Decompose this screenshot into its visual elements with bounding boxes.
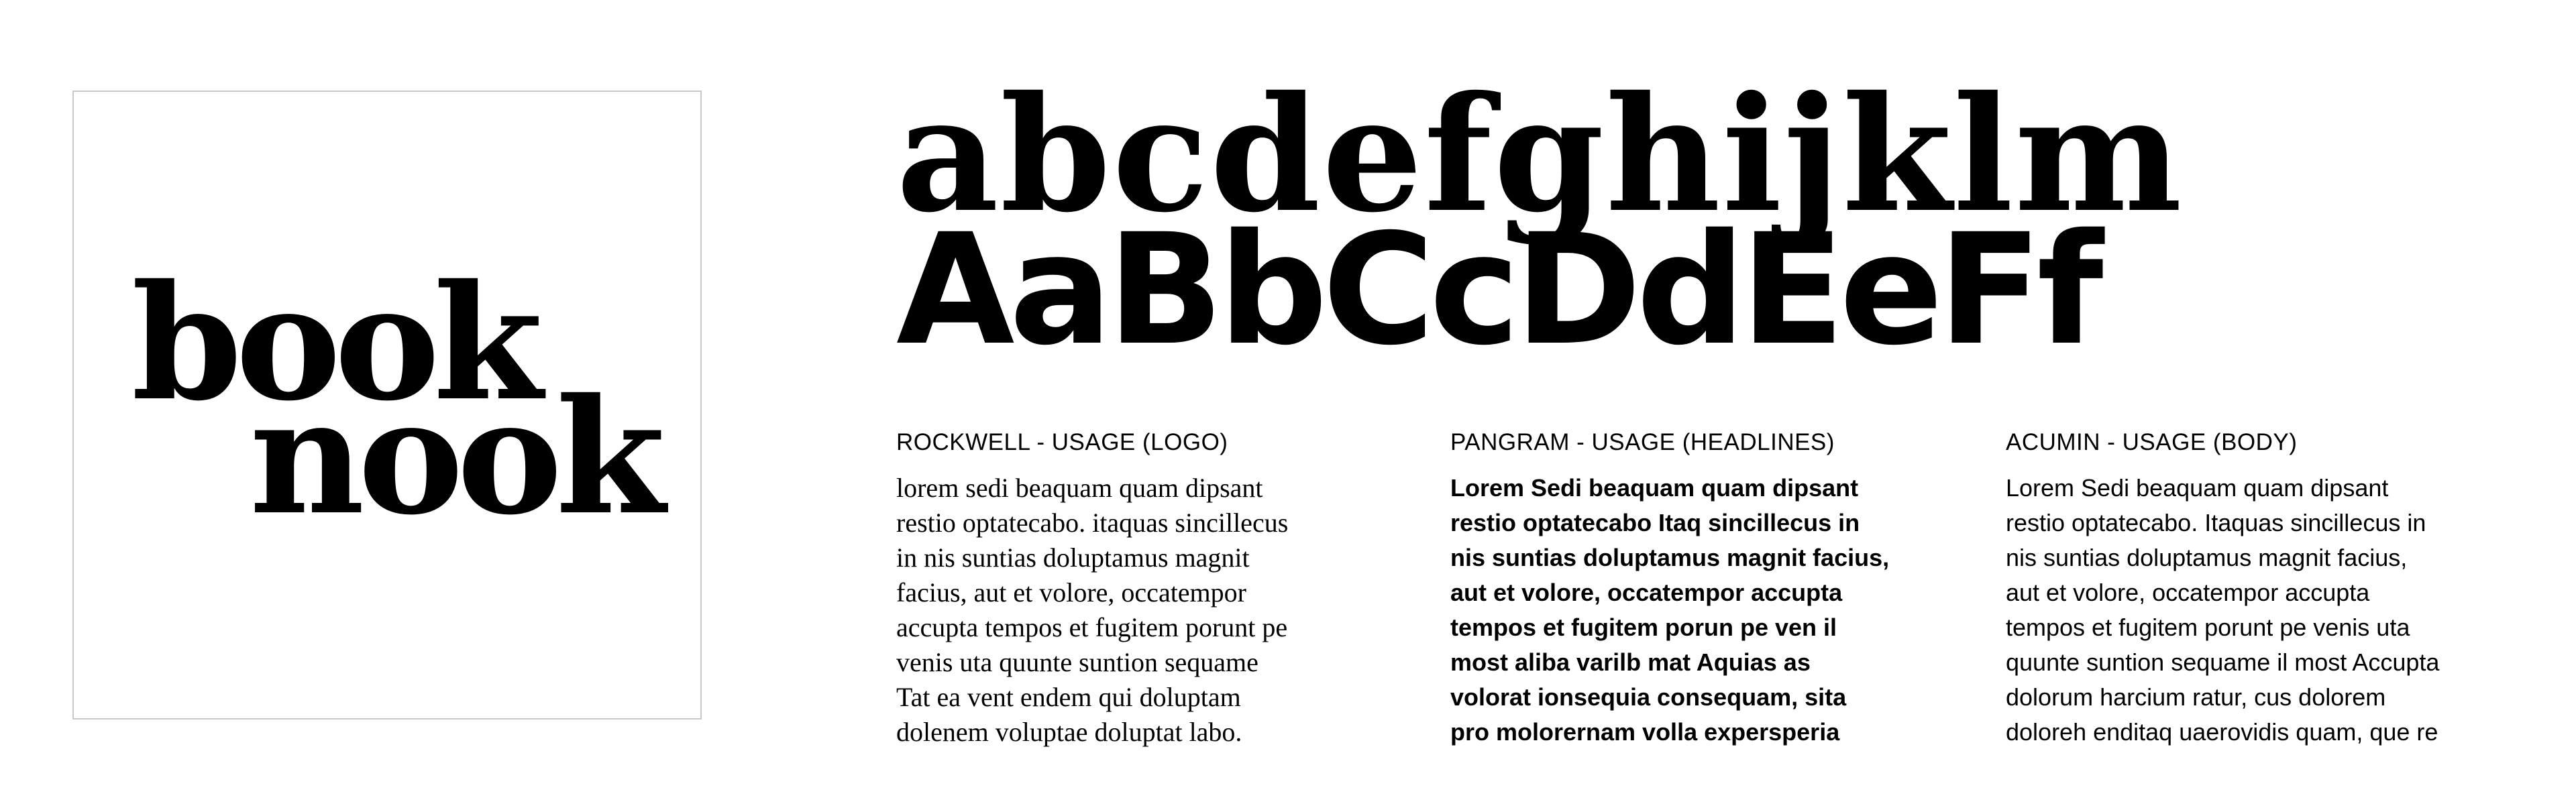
- rockwell-usage-column: [896, 429, 1433, 750]
- acumin-usage-title: ACUMIN - USAGE (BODY): [2006, 429, 2298, 455]
- pangram-sample-text: Lorem Sedi beaquam quam dipsant restio optatecabo Itaq sincillecus in nis suntias doluptamus magnit facius, aut et volore, occatempor accupta tempos et fugitem porun pe ven il most aliba varilb mat Aquias as volorat ionsequia consequam, sita pro molorernam volla expersperia: [1450, 474, 1890, 746]
- lowercase-specimen: abcdefghijklm: [896, 61, 2184, 247]
- pangram-usage-column: [1450, 429, 1987, 750]
- rockwell-sample-text: lorem sedi beaquam quam dipsant restio optatecabo. itaquas sincillecus in nis suntias doluptamus magnit facius, aut et volore, occatempor accupta tempos et fugitem porunt pe venis uta quunte suntion sequame Tat ea vent endem qui doluptam dolenem voluptae doluptat labo.: [896, 473, 1289, 747]
- acumin-usage-column: [2006, 429, 2516, 750]
- acumin-sample-text: Lorem Sedi beaquam quam dipsant restio optatecabo. Itaquas sincillecus in nis suntias doluptamus magnit facius, aut et volore, occatempor accupta tempos et fugitem porunt pe venis uta quunte suntion sequame il most Accupta dolorum harcium ratur, cus dolorem doloreh enditaq uaerovidis quam, que re: [2006, 474, 2440, 746]
- rockwell-usage-title: ROCKWELL - USAGE (LOGO): [896, 429, 1228, 455]
- logo-panel: [72, 91, 702, 719]
- pangram-usage-title: PANGRAM - USAGE (HEADLINES): [1450, 429, 1835, 455]
- logo-word-book: book: [131, 249, 537, 436]
- logo-word-nook: nook: [250, 363, 659, 550]
- uppercase-specimen: AaBbCcDdEeFf: [896, 200, 2098, 379]
